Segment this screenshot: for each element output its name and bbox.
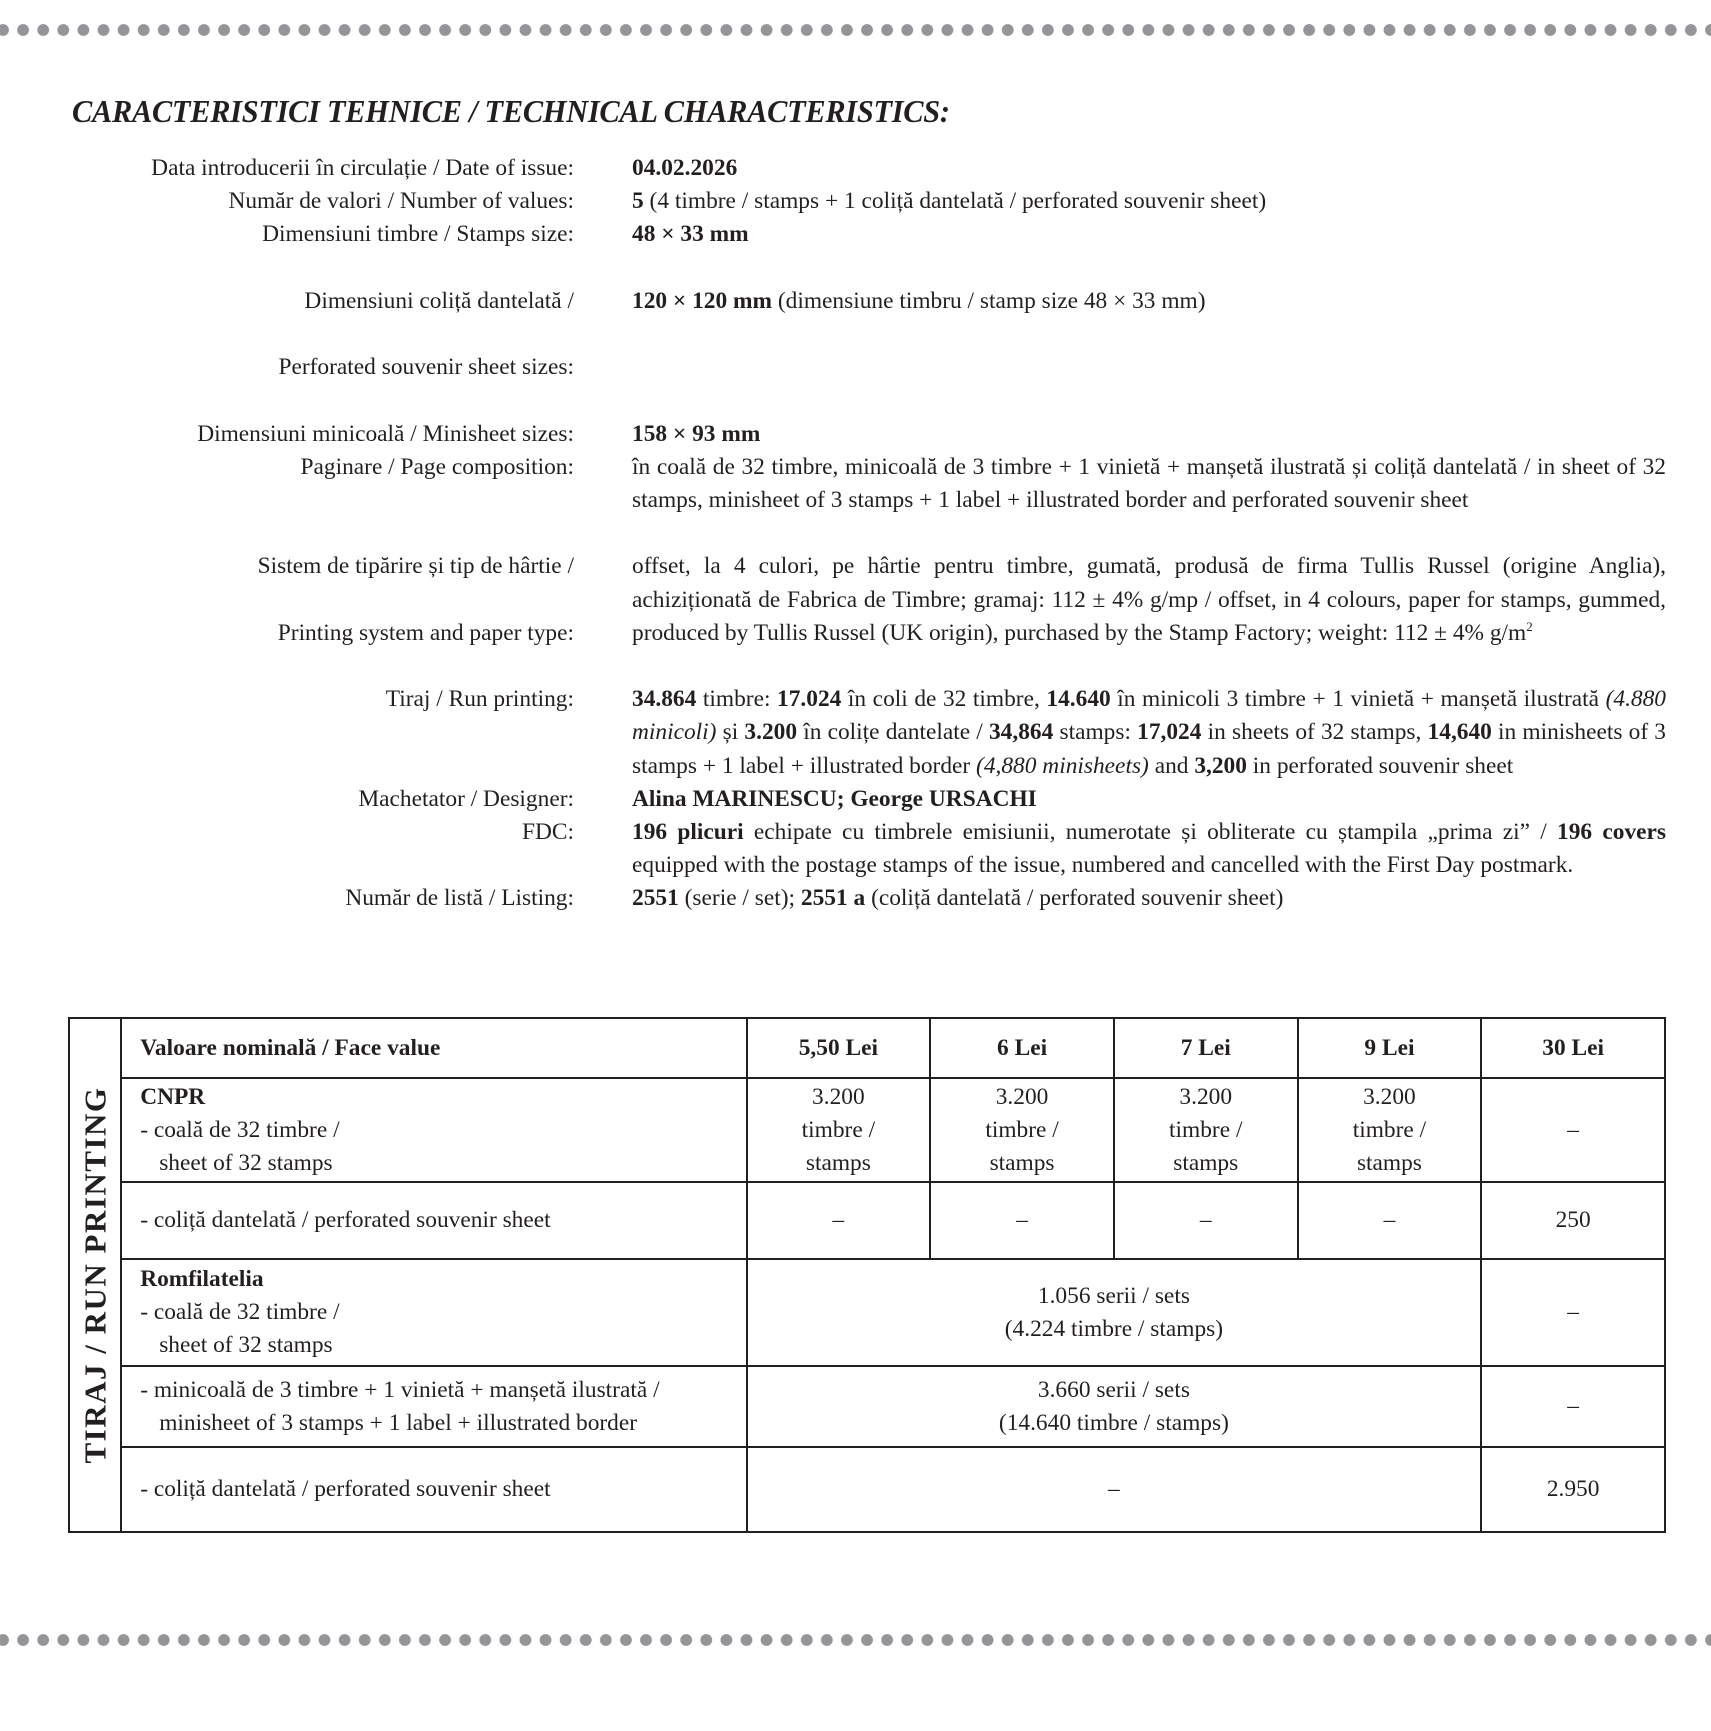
souvenir-sheet-size-detail: (dimensiune timbru / stamp size 48 × 33 mm) (772, 287, 1206, 314)
table-cell-merged (747, 1366, 1482, 1447)
dotted-divider-bottom (0, 1634, 1711, 1646)
row-label-line: sheet of 32 stamps (159, 1332, 333, 1358)
cell-line: (4.224 timbre / stamps) (1004, 1315, 1224, 1342)
face-value-header: Valoare nominală / Face value (121, 1018, 746, 1078)
table-cell (747, 1078, 931, 1182)
spec-value (632, 252, 1666, 418)
spec-value (632, 783, 1666, 816)
emphasis-text: 17,024 (1137, 719, 1202, 746)
cell-line: stamps (1173, 1149, 1239, 1176)
emphasis-text: 196 covers (1557, 819, 1666, 846)
italic-text: (4.880 minicoli) (632, 686, 1666, 746)
printing-system-value: offset, la 4 culori, pe hârtie pentru timbre, gumată, produsă de firma Tullis Russel (origine Anglia), achiziționată de Fabrica de Timbre; gramaj: 112 ± 4% g/mp / offset, in 4 colours, paper for stamps, gummed, produced by Tullis Russel (UK origin), purchased by the Stamp Factory; weight: 112 ± 4% g/m (632, 553, 1666, 646)
cell-line: stamps (1356, 1149, 1422, 1176)
number-of-values-detail: (4 timbre / stamps + 1 coliță dantelată / perforated souvenir sheet) (643, 188, 1267, 215)
spec-number-of-values (60, 185, 1666, 218)
text-run: (coliță dantelată / perforated souvenir sheet) (865, 885, 1284, 912)
text-run: în minicoli 3 timbre + 1 vinietă + manșetă ilustrată (1110, 686, 1606, 713)
cell-line: 3.200 (1363, 1083, 1416, 1110)
cell-line: timbre / (1352, 1116, 1427, 1143)
row-label-line: - coală de 32 timbre / (140, 1116, 340, 1143)
spec-label: Data introducerii în circulație / Date of issue: (151, 155, 574, 181)
cell-line: timbre / (985, 1116, 1059, 1143)
spec-label: Dimensiuni timbre / Stamps size: (262, 221, 574, 248)
emphasis-text: 3,200 (1194, 752, 1247, 779)
table-cell: – (1481, 1078, 1665, 1182)
spec-value (632, 152, 1666, 185)
table-row-cnpr-souvenir-sheet (69, 1182, 1665, 1259)
italic-text: (4,880 minisheets) (976, 752, 1149, 779)
spec-value (632, 816, 1666, 882)
row-label (121, 1366, 746, 1447)
row-label-line: minisheet of 3 stamps + 1 label + illustrated border (159, 1409, 638, 1436)
table-cell: – (1481, 1366, 1665, 1447)
spec-label-line: Perforated souvenir sheet sizes: (278, 354, 574, 381)
spec-label: Tiraj / Run printing: (385, 686, 574, 713)
table-cell: – (930, 1182, 1114, 1259)
text-run: equipped with the postage stamps of the issue, numbered and cancelled with the First Day postmark. (632, 852, 1574, 879)
spec-label: Dimensiuni minicoală / Minisheet sizes: (197, 420, 574, 447)
spec-label-line: Sistem de tipărire și tip de hârtie / (257, 553, 574, 580)
spec-date-of-issue (60, 152, 1666, 185)
spec-label (60, 252, 574, 418)
face-value-col: 5,50 Lei (747, 1018, 931, 1078)
emphasis-text: 14,640 (1427, 719, 1492, 746)
cell-line: timbre / (1169, 1116, 1243, 1143)
table-cell (930, 1078, 1114, 1182)
spec-label (60, 517, 574, 683)
souvenir-sheet-size-value: 120 × 120 mm (632, 287, 773, 314)
minisheet-size-value: 158 × 93 mm (632, 420, 761, 447)
superscript: 2 (1526, 618, 1533, 634)
spec-value (632, 218, 1666, 251)
table-cell: – (1298, 1182, 1482, 1259)
table-cell (1298, 1078, 1482, 1182)
spec-label: FDC: (521, 819, 574, 846)
number-of-values-count: 5 (632, 188, 644, 215)
spec-label: Machetator / Designer: (358, 785, 574, 812)
cell-line: 3.200 (1179, 1083, 1233, 1110)
emphasis-text: 14.640 (1046, 686, 1111, 713)
row-label: - coliță dantelată / perforated souvenir sheet (121, 1182, 746, 1259)
cell-line: stamps (989, 1149, 1055, 1176)
spec-label: Paginare / Page composition: (300, 453, 574, 480)
table-cell: – (747, 1182, 931, 1259)
emphasis-text: 2551 a (800, 885, 866, 912)
stamps-size-value: 48 × 33 mm (632, 221, 749, 248)
cell-line: 3.200 (995, 1083, 1049, 1110)
spec-listing (60, 882, 1666, 915)
spec-souvenir-sheet-size (60, 252, 1666, 418)
table-row-cnpr-sheet (69, 1078, 1665, 1182)
spec-fdc (60, 816, 1666, 882)
org-name: CNPR (140, 1083, 206, 1110)
run-printing-table (68, 1017, 1666, 1533)
text-run: in sheets of 32 stamps, (1201, 719, 1428, 746)
text-run: in perforated souvenir sheet (1246, 752, 1514, 779)
row-label (121, 1078, 746, 1182)
text-run: and (1148, 752, 1195, 779)
spec-designer (60, 783, 1666, 816)
technical-specs (60, 152, 1666, 916)
emphasis-text: 34,864 (988, 719, 1054, 746)
face-value-col: 6 Lei (930, 1018, 1114, 1078)
text-run: (serie / set); (678, 885, 801, 912)
row-label-line: sheet of 32 stamps (159, 1149, 333, 1176)
cell-line: 3.200 (812, 1083, 865, 1110)
face-value-col: 30 Lei (1481, 1018, 1665, 1078)
cell-line: stamps (805, 1149, 871, 1176)
text-run: stamps: (1053, 719, 1138, 746)
table-cell: – (1481, 1259, 1665, 1366)
table-cell-merged (747, 1259, 1482, 1366)
date-of-issue-value: 04.02.2026 (632, 155, 738, 181)
spec-value (632, 882, 1666, 915)
table-row-romfilatelia-souvenir-sheet (69, 1447, 1665, 1532)
row-label: - coliță dantelată / perforated souvenir sheet (121, 1447, 746, 1532)
face-value-col: 9 Lei (1298, 1018, 1482, 1078)
table-cell: 250 (1481, 1182, 1665, 1259)
spec-page-composition (60, 451, 1666, 517)
cell-line: 1.056 serii / sets (1037, 1282, 1190, 1309)
table-cell: – (1114, 1182, 1298, 1259)
emphasis-text: 3.200 (744, 719, 798, 746)
table-cell: 2.950 (1481, 1447, 1665, 1532)
spec-minisheet-size (60, 418, 1666, 451)
text-run: în coli de 32 timbre, (841, 686, 1047, 713)
table-cell (1114, 1078, 1298, 1182)
table-header-row (69, 1018, 1665, 1078)
dotted-divider-top (0, 24, 1711, 36)
row-label-line: - minicoală de 3 timbre + 1 vinietă + manșetă ilustrată / (140, 1376, 660, 1403)
emphasis-text: 34.864 (632, 686, 697, 713)
row-label (121, 1259, 746, 1366)
row-label-line: - coală de 32 timbre / (140, 1299, 340, 1325)
text-run: in minisheets of 3 stamps + 1 label + illustrated border (632, 719, 1666, 779)
side-label-cell (69, 1018, 121, 1532)
emphasis-text: 2551 (632, 885, 679, 912)
spec-value (632, 185, 1666, 218)
spec-printing-system (60, 517, 1666, 683)
spec-label: Număr de listă / Listing: (345, 885, 574, 912)
section-title: CARACTERISTICI TEHNICE / TECHNICAL CHARACTERISTICS: (72, 94, 950, 129)
spec-value (632, 517, 1666, 683)
table-cell-merged: – (747, 1447, 1482, 1532)
spec-stamps-size (60, 218, 1666, 251)
face-value-col: 7 Lei (1114, 1018, 1298, 1078)
spec-value (632, 683, 1666, 783)
emphasis-text: 17.024 (777, 686, 842, 713)
org-name: Romfilatelia (140, 1266, 264, 1292)
spec-label-line: Dimensiuni coliță dantelată / (304, 287, 574, 314)
emphasis-text: 196 plicuri (632, 819, 744, 846)
cell-line: 3.660 serii / sets (1037, 1376, 1190, 1403)
spec-value (632, 418, 1666, 451)
spec-run-printing (60, 683, 1666, 783)
side-label: TIRAJ / RUN PRINTING (77, 1086, 113, 1464)
spec-value: în coală de 32 timbre, minicoală de 3 timbre + 1 vinietă + manșetă ilustrată și coliță dantelată / in sheet of 32 stamps, minisheet of 3 stamps + 1 label + illustrated border and perforated souvenir sheet (632, 453, 1666, 514)
text-run: echipate cu timbrele emisiunii, numerotate și obliterate cu ștampila „prima zi” / (743, 819, 1558, 846)
spec-label: Număr de valori / Number of values: (228, 188, 574, 215)
text-run: timbre: (696, 686, 778, 713)
text-run: în colițe dantelate / (797, 719, 989, 746)
designer-value: Alina MARINESCU; George URSACHI (632, 785, 1037, 812)
table-row-romfilatelia-minisheet (69, 1366, 1665, 1447)
cell-line: timbre / (801, 1116, 876, 1143)
cell-line: (14.640 timbre / stamps) (998, 1409, 1229, 1436)
spec-label-line: Printing system and paper type: (277, 619, 574, 646)
table-row-romfilatelia-sheet (69, 1259, 1665, 1366)
text-run: și (716, 719, 745, 746)
